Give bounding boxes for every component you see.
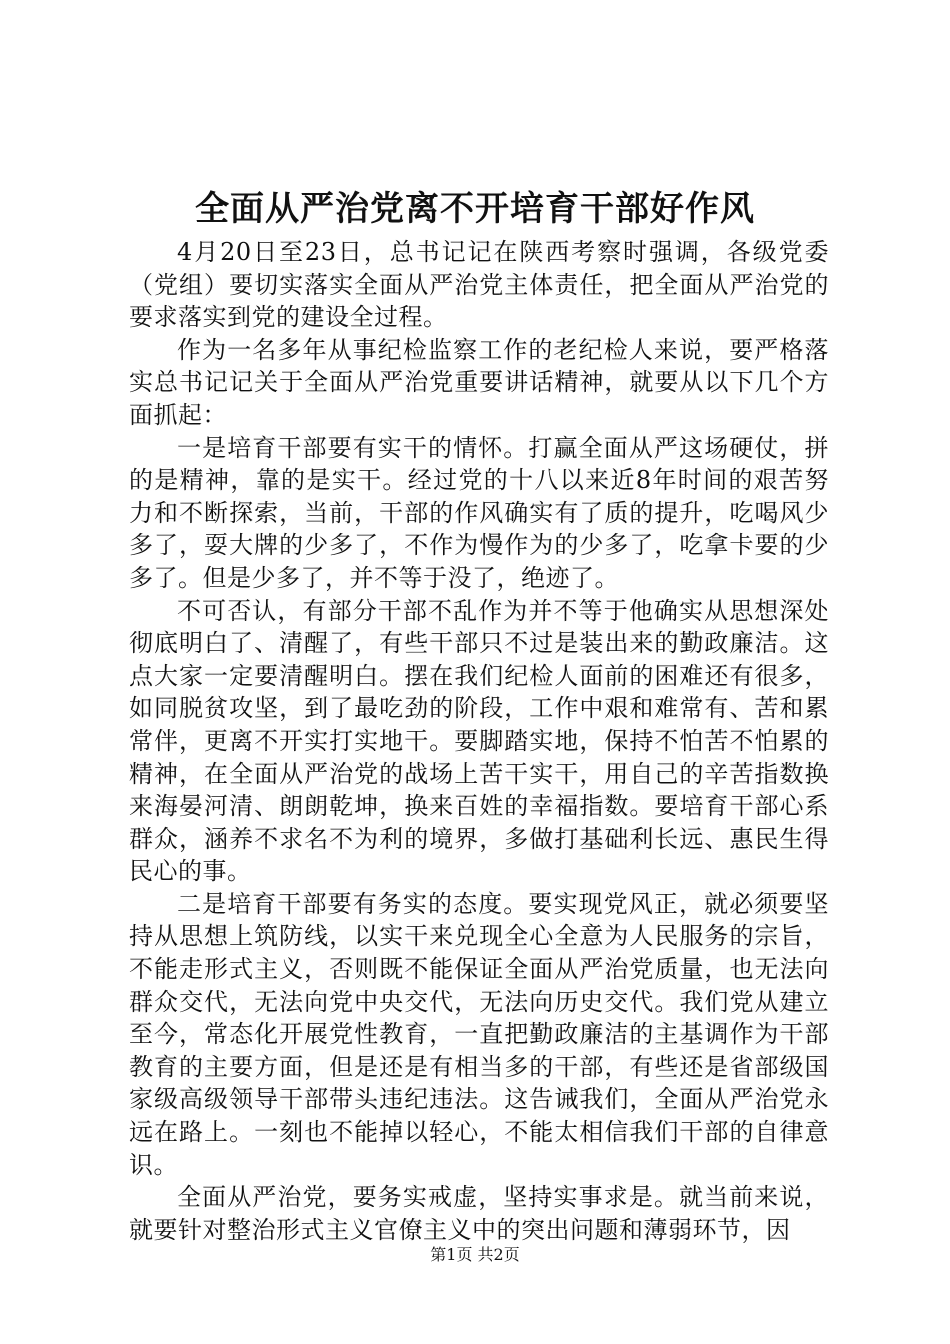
- page-footer: 第1页 共2页: [430, 1245, 520, 1264]
- document-title: 全面从严治党离不开培育干部好作风: [195, 189, 755, 229]
- paragraph-1: 4月20日至23日，总书记记在陕西考察时强调，各级党委（党组）要切实落实全面从严治党主体责任，把全面从严治党的要求落实到党的建设全过程。: [129, 238, 829, 332]
- paragraph-5: 二是培育干部要有务实的态度。要实现党风正，就必须要坚持从思想上筑防线，以实干来兑现全心全意为人民服务的宗旨，不能走形式主义，否则既不能保证全面从严治党质量，也无法向群众交代，无法向党中央交代，无法向历史交代。我们党从建立至今，常态化开展党性教育，一直把勤政廉洁的主基调作为干部教育的主要方面，但是还是有相当多的干部，有些还是省部级国家级高级领导干部带头违纪违法。这告诫我们，全面从严治党永远在路上。一刻也不能掉以轻心，不能太相信我们干部的自律意识。: [129, 889, 829, 1179]
- paragraph-3: 一是培育干部要有实干的情怀。打赢全面从严这场硬仗，拼的是精神，靠的是实干。经过党的十八以来近8年时间的艰苦努力和不断探索，当前，干部的作风确实有了质的提升，吃喝风少多了，耍大牌的少多了，不作为慢作为的少多了，吃拿卡要的少多了。但是少多了，并不等于没了，绝迹了。: [129, 433, 829, 592]
- paragraph-4: 不可否认，有部分干部不乱作为并不等于他确实从思想深处彻底明白了、清醒了，有些干部只不过是装出来的勤政廉洁。这点大家一定要清醒明白。摆在我们纪检人面前的困难还有很多，如同脱贫攻坚，到了最吃劲的阶段，工作中艰和难常有、苦和累常伴，更离不开实打实地干。要脚踏实地，保持不怕苦不怕累的精神，在全面从严治党的战场上苦干实干，用自己的辛苦指数换来海晏河清、朗朗乾坤，换来百姓的幸福指数。要培育干部心系群众，涵养不求名不为利的境界，多做打基础利长远、惠民生得民心的事。: [129, 596, 829, 886]
- paragraph-2: 作为一名多年从事纪检监察工作的老纪检人来说，要严格落实总书记记关于全面从严治党重要讲话精神，就要从以下几个方面抓起：: [129, 335, 829, 429]
- document-body: [129, 236, 829, 1246]
- paragraph-6: 全面从严治党，要务实戒虚，坚持实事求是。就当前来说，就要针对整治形式主义官僚主义中的突出问题和薄弱环节，因: [129, 1183, 829, 1244]
